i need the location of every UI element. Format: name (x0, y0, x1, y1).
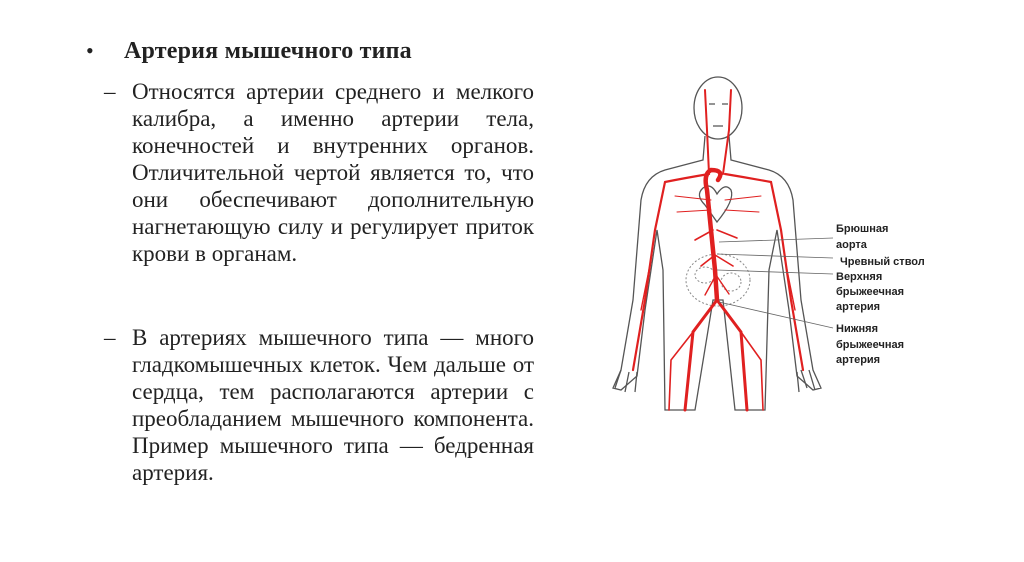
slide-title: Артерия мышечного типа (124, 38, 412, 64)
label-inferior-mesenteric-1: Нижняя (836, 323, 878, 335)
heading-bullet: • (86, 38, 94, 63)
heart-outline (699, 186, 731, 222)
slide-heading-row (86, 38, 412, 65)
dash-marker: – (104, 79, 116, 104)
dash-marker: – (104, 325, 116, 350)
label-celiac-trunk: Чревный ствол (840, 256, 925, 268)
bullet-text-2: В артериях мышечного типа — много гладкомышечных клеток. Чем дальше от сердца, тем располагаются артерии с преобладанием мышечного компонента. Пример мышечного типа — бедренная артерия. (132, 325, 534, 485)
bullet-item-1 (104, 78, 534, 267)
label-leader-lines (717, 238, 833, 328)
label-inferior-mesenteric-3: артерия (836, 354, 881, 366)
bullet-text-1: Относятся артерии среднего и мелкого калибра, а именно артерии тела, конечностей и внутренних органов. Отличительной чертой является то, что они обеспечивают дополнительную нагнетающую силу и регулирует приток крови в органам. (132, 79, 534, 266)
label-abdominal-aorta-2: аорта (836, 239, 867, 251)
body-outline (613, 77, 821, 410)
arteries (633, 90, 803, 410)
label-inferior-mesenteric-2: брыжеечная (836, 339, 905, 351)
label-abdominal-aorta-1: Брюшная (836, 223, 889, 235)
label-superior-mesenteric-3: артерия (836, 301, 881, 313)
arterial-system-illustration (585, 70, 940, 430)
bullet-item-2 (104, 324, 534, 486)
label-superior-mesenteric-2: брыжеечная (836, 286, 905, 298)
label-superior-mesenteric-1: Верхняя (836, 271, 883, 283)
